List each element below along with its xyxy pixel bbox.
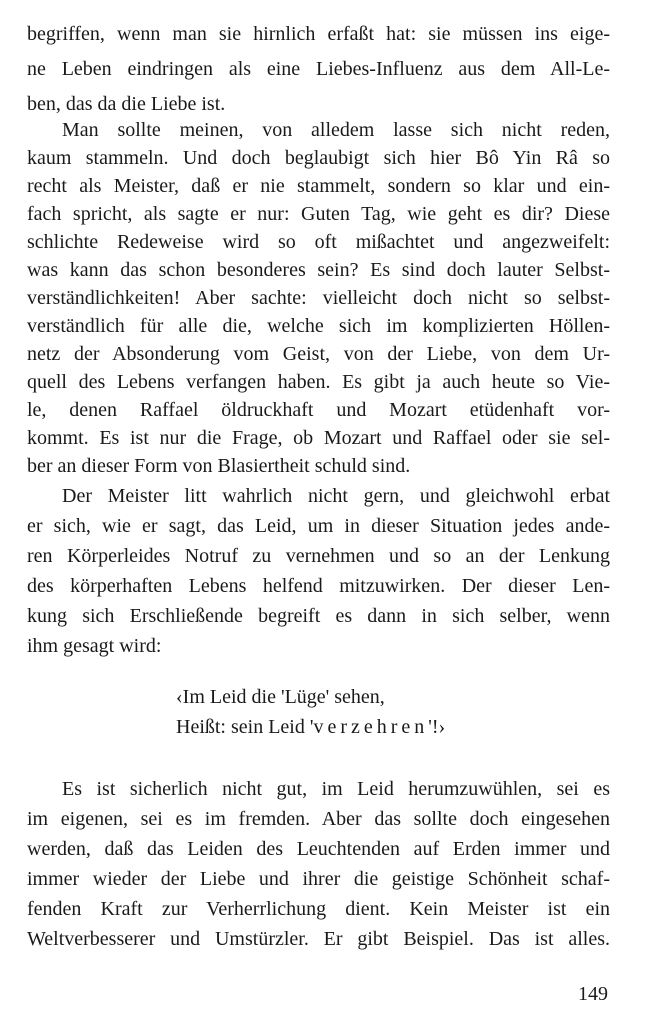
quote-text: Heißt: sein Leid ' xyxy=(176,716,314,738)
text-line: verständlich für alle die, welche sich im komplizierten Höllen- xyxy=(27,315,610,337)
text-line: netz der Absonderung vom Geist, von der Liebe, von dem Ur- xyxy=(27,343,610,365)
text-line: ihm gesagt wird: xyxy=(27,635,162,657)
quote-line xyxy=(176,713,445,741)
text-line: begriffen, wenn man sie hirnlich erfaßt hat: sie müssen ins eige- xyxy=(27,23,610,45)
text-line: er sich, wie er sagt, das Leid, um in dieser Situation jedes ande- xyxy=(27,515,610,537)
text-line: Man sollte meinen, von alledem lasse sich nicht reden, xyxy=(62,119,610,141)
text-line: kommt. Es ist nur die Frage, ob Mozart und Raffael oder sie sel- xyxy=(27,427,610,449)
quote-text: '!› xyxy=(428,716,446,738)
text-line: immer wieder der Liebe und ihrer die geistige Schönheit schaf- xyxy=(27,868,610,890)
text-line: ren Körperleides Notruf zu vernehmen und so an der Lenkung xyxy=(27,545,610,567)
quote-spaced-word: verzehren xyxy=(313,716,429,738)
text-line: was kann das schon besonderes sein? Es sind doch lauter Selbst- xyxy=(27,259,610,281)
text-line: quell des Lebens verfangen haben. Es gibt ja auch heute so Vie- xyxy=(27,371,610,393)
page-number: 149 xyxy=(578,983,608,1005)
text-line: werden, daß das Leiden des Leuchtenden auf Erden immer und xyxy=(27,838,610,860)
text-line: fenden Kraft zur Verherrlichung dient. Kein Meister ist ein xyxy=(27,898,610,920)
text-line: kaum stammeln. Und doch beglaubigt sich hier Bô Yin Râ so xyxy=(27,147,610,169)
text-line: kung sich Erschließende begreift es dann in sich selber, wenn xyxy=(27,605,610,627)
text-line: ne Leben eindringen als eine Liebes-Influenz aus dem All-Le- xyxy=(27,58,610,80)
text-line: Es ist sicherlich nicht gut, im Leid herumzuwühlen, sei es xyxy=(62,778,610,800)
quote-line: ‹Im Leid die 'Lüge' sehen, xyxy=(176,686,385,708)
text-line: schlichte Redeweise wird so oft mißachtet und angezweifelt: xyxy=(27,231,610,253)
text-line: Weltverbesserer und Umstürzler. Er gibt Beispiel. Das ist alles. xyxy=(27,928,610,950)
text-line: des körperhaften Lebens helfend mitzuwirken. Der dieser Len- xyxy=(27,575,610,597)
text-line: Der Meister litt wahrlich nicht gern, und gleichwohl erbat xyxy=(62,485,610,507)
text-line: verständlichkeiten! Aber sachte: vielleicht doch nicht so selbst- xyxy=(27,287,610,309)
text-line: im eigenen, sei es im fremden. Aber das sollte doch eingesehen xyxy=(27,808,610,830)
text-line: fach spricht, als sagte er nur: Guten Tag, wie geht es dir? Diese xyxy=(27,203,610,225)
text-line: ben, das da die Liebe ist. xyxy=(27,93,226,115)
text-line: recht als Meister, daß er nie stammelt, sondern so klar und ein- xyxy=(27,175,610,197)
text-line: le, denen Raffael öldruckhaft und Mozart etüdenhaft vor- xyxy=(27,399,610,421)
text-line: ber an dieser Form von Blasiertheit schuld sind. xyxy=(27,455,411,477)
